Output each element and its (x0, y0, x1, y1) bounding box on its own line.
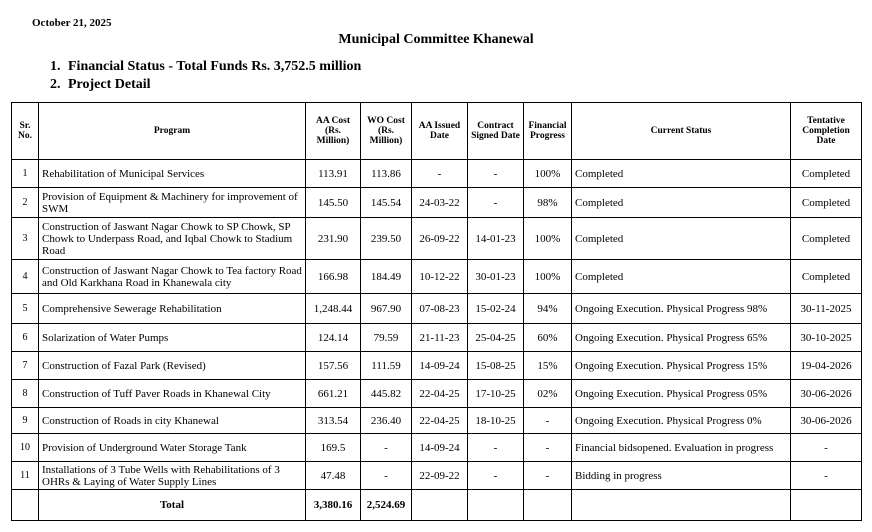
cell-current-status: Ongoing Execution. Physical Progress 15% (572, 352, 791, 380)
cell-completion-date: Completed (791, 188, 862, 218)
header-wo-cost: WO Cost (Rs. Million) (361, 103, 412, 160)
table-total-row (12, 490, 862, 521)
cell-program: Installations of 3 Tube Wells with Rehabilitations of 3 OHRs & Laying of Water Supply Lines (39, 462, 306, 490)
table-row (12, 434, 862, 462)
header-aa-cost: AA Cost (Rs. Million) (306, 103, 361, 160)
cell-program: Provision of Equipment & Machinery for improvement of SWM (39, 188, 306, 218)
cell-sr: 9 (12, 408, 39, 434)
cell-aa-issued: 22-09-22 (412, 462, 468, 490)
cell-financial-progress: 100% (524, 218, 572, 260)
header-financial-progress: Financial Progress (524, 103, 572, 160)
heading-text: Project Detail (68, 77, 151, 92)
cell-program: Construction of Roads in city Khanewal (39, 408, 306, 434)
table-row (12, 260, 862, 294)
cell-financial-progress: 100% (524, 260, 572, 294)
cell-aa-issued: 21-11-23 (412, 324, 468, 352)
cell-contract-signed: 14-01-23 (468, 218, 524, 260)
cell-wo-cost: 184.49 (361, 260, 412, 294)
cell-program: Rehabilitation of Municipal Services (39, 160, 306, 188)
cell-sr: 3 (12, 218, 39, 260)
cell-total-wo-cost: 2,524.69 (361, 490, 412, 521)
cell-program: Solarization of Water Pumps (39, 324, 306, 352)
cell-sr: 10 (12, 434, 39, 462)
project-table (11, 102, 862, 521)
table-row (12, 352, 862, 380)
cell-financial-progress: - (524, 434, 572, 462)
cell-sr: 2 (12, 188, 39, 218)
cell-contract-signed: 15-08-25 (468, 352, 524, 380)
cell-financial-progress: 60% (524, 324, 572, 352)
cell-aa-cost: 157.56 (306, 352, 361, 380)
cell-financial-progress: - (524, 462, 572, 490)
cell-contract-signed: - (468, 462, 524, 490)
cell-program: Construction of Tuff Paver Roads in Khanewal City (39, 380, 306, 408)
cell-financial-progress: 94% (524, 294, 572, 324)
cell-aa-cost: 124.14 (306, 324, 361, 352)
header-tentative-completion-date: Tentative Completion Date (791, 103, 862, 160)
cell-aa-issued: 14-09-24 (412, 434, 468, 462)
cell-aa-cost: 113.91 (306, 160, 361, 188)
cell-current-status: Completed (572, 188, 791, 218)
cell-wo-cost: 79.59 (361, 324, 412, 352)
cell-total-aa-cost: 3,380.16 (306, 490, 361, 521)
cell-wo-cost: 111.59 (361, 352, 412, 380)
cell-completion-date: - (791, 434, 862, 462)
cell-program: Comprehensive Sewerage Rehabilitation (39, 294, 306, 324)
cell-completion-date: 30-11-2025 (791, 294, 862, 324)
cell-aa-cost: 661.21 (306, 380, 361, 408)
heading-project-detail (50, 76, 361, 94)
cell-program: Provision of Underground Water Storage Tank (39, 434, 306, 462)
table-row (12, 188, 862, 218)
cell-financial-progress: 02% (524, 380, 572, 408)
table-header-row (12, 103, 862, 160)
cell-completion-date: Completed (791, 160, 862, 188)
table-row (12, 160, 862, 188)
cell-contract-signed: 15-02-24 (468, 294, 524, 324)
cell-sr: 6 (12, 324, 39, 352)
cell-sr: 5 (12, 294, 39, 324)
cell-total-empty (572, 490, 791, 521)
cell-aa-issued: 22-04-25 (412, 380, 468, 408)
cell-wo-cost: 967.90 (361, 294, 412, 324)
header-sr-no: Sr. No. (12, 103, 39, 160)
cell-current-status: Bidding in progress (572, 462, 791, 490)
header-program: Program (39, 103, 306, 160)
cell-contract-signed: 25-04-25 (468, 324, 524, 352)
cell-current-status: Ongoing Execution. Physical Progress 0% (572, 408, 791, 434)
cell-contract-signed: - (468, 188, 524, 218)
cell-aa-issued: 14-09-24 (412, 352, 468, 380)
cell-current-status: Completed (572, 260, 791, 294)
cell-total-empty (524, 490, 572, 521)
cell-total-label: Total (39, 490, 306, 521)
section-headings (50, 58, 361, 94)
cell-wo-cost: 445.82 (361, 380, 412, 408)
cell-completion-date: 30-06-2026 (791, 380, 862, 408)
cell-current-status: Completed (572, 218, 791, 260)
table-row (12, 462, 862, 490)
document-date: October 21, 2025 (32, 17, 112, 29)
cell-current-status: Ongoing Execution. Physical Progress 05% (572, 380, 791, 408)
cell-wo-cost: - (361, 462, 412, 490)
cell-total-empty (12, 490, 39, 521)
cell-aa-cost: 166.98 (306, 260, 361, 294)
cell-aa-issued: - (412, 160, 468, 188)
cell-aa-cost: 169.5 (306, 434, 361, 462)
cell-contract-signed: - (468, 160, 524, 188)
cell-current-status: Ongoing Execution. Physical Progress 65% (572, 324, 791, 352)
heading-number: 1. (50, 59, 61, 74)
cell-sr: 4 (12, 260, 39, 294)
cell-aa-issued: 10-12-22 (412, 260, 468, 294)
cell-financial-progress: - (524, 408, 572, 434)
cell-program: Construction of Jaswant Nagar Chowk to Tea factory Road and Old Karkhana Road in Khanewala city (39, 260, 306, 294)
cell-wo-cost: 113.86 (361, 160, 412, 188)
cell-aa-cost: 231.90 (306, 218, 361, 260)
cell-wo-cost: 239.50 (361, 218, 412, 260)
cell-aa-cost: 47.48 (306, 462, 361, 490)
cell-aa-cost: 1,248.44 (306, 294, 361, 324)
cell-financial-progress: 98% (524, 188, 572, 218)
heading-financial-status (50, 58, 361, 76)
cell-program: Construction of Fazal Park (Revised) (39, 352, 306, 380)
cell-aa-issued: 26-09-22 (412, 218, 468, 260)
cell-contract-signed: - (468, 434, 524, 462)
header-contract-signed-date: Contract Signed Date (468, 103, 524, 160)
cell-sr: 11 (12, 462, 39, 490)
cell-wo-cost: 145.54 (361, 188, 412, 218)
cell-aa-issued: 07-08-23 (412, 294, 468, 324)
cell-financial-progress: 100% (524, 160, 572, 188)
cell-completion-date: Completed (791, 260, 862, 294)
cell-contract-signed: 30-01-23 (468, 260, 524, 294)
cell-total-empty (791, 490, 862, 521)
header-current-status: Current Status (572, 103, 791, 160)
cell-completion-date: 30-10-2025 (791, 324, 862, 352)
table-row (12, 294, 862, 324)
cell-total-empty (468, 490, 524, 521)
cell-completion-date: 30-06-2026 (791, 408, 862, 434)
cell-current-status: Financial bidsopened. Evaluation in progress (572, 434, 791, 462)
cell-current-status: Completed (572, 160, 791, 188)
cell-contract-signed: 17-10-25 (468, 380, 524, 408)
cell-aa-issued: 24-03-22 (412, 188, 468, 218)
table-row (12, 324, 862, 352)
cell-total-empty (412, 490, 468, 521)
cell-wo-cost: - (361, 434, 412, 462)
table-row (12, 408, 862, 434)
cell-completion-date: 19-04-2026 (791, 352, 862, 380)
cell-aa-cost: 145.50 (306, 188, 361, 218)
table-row (12, 218, 862, 260)
cell-sr: 8 (12, 380, 39, 408)
cell-completion-date: Completed (791, 218, 862, 260)
cell-sr: 7 (12, 352, 39, 380)
table-row (12, 380, 862, 408)
cell-aa-issued: 22-04-25 (412, 408, 468, 434)
cell-financial-progress: 15% (524, 352, 572, 380)
cell-completion-date: - (791, 462, 862, 490)
cell-current-status: Ongoing Execution. Physical Progress 98% (572, 294, 791, 324)
cell-program: Construction of Jaswant Nagar Chowk to SP Chowk, SP Chowk to Underpass Road, and Iqbal Chowk to Stadium Road (39, 218, 306, 260)
cell-wo-cost: 236.40 (361, 408, 412, 434)
header-aa-issued-date: AA Issued Date (412, 103, 468, 160)
heading-number: 2. (50, 77, 61, 92)
cell-contract-signed: 18-10-25 (468, 408, 524, 434)
cell-sr: 1 (12, 160, 39, 188)
document-title: Municipal Committee Khanewal (338, 32, 534, 47)
cell-aa-cost: 313.54 (306, 408, 361, 434)
heading-text: Financial Status - Total Funds Rs. 3,752.5 million (68, 59, 362, 74)
